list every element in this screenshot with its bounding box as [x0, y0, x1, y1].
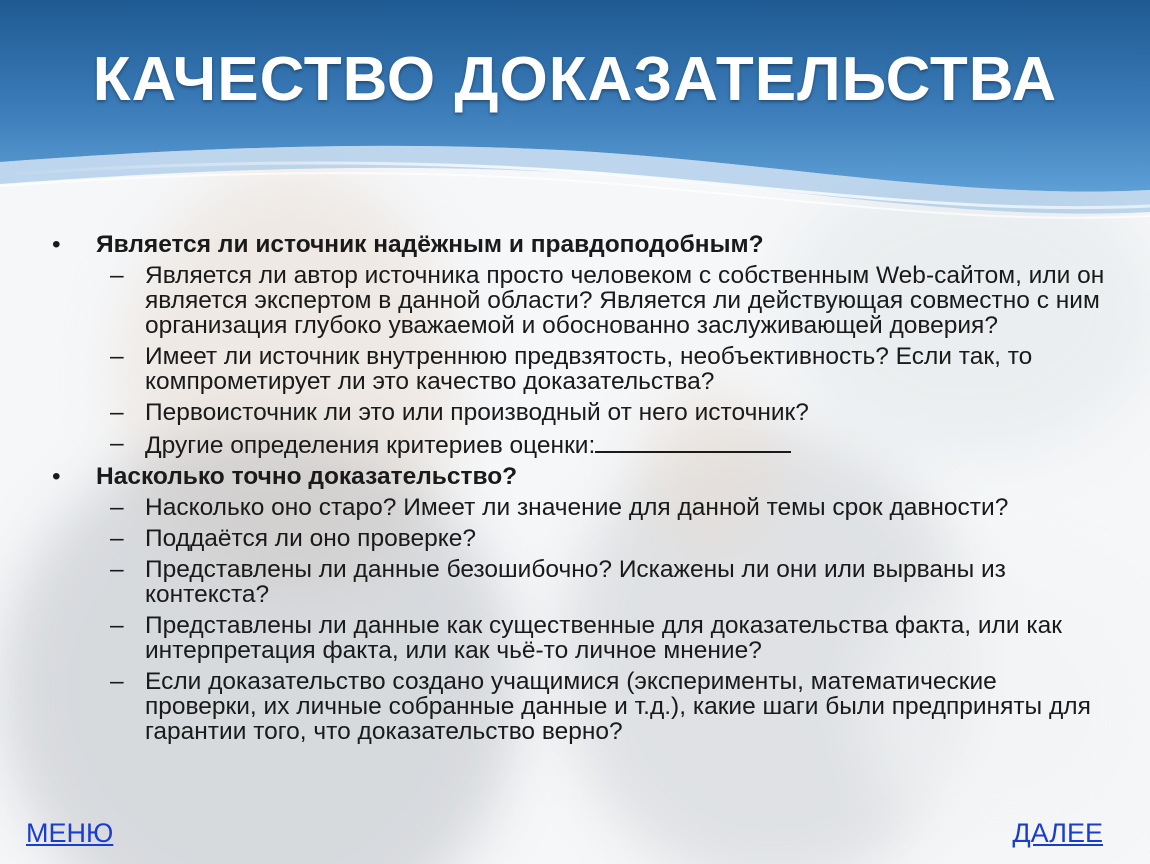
sub-item — [52, 669, 1112, 744]
slide-title: КАЧЕСТВО ДОКАЗАТЕЛЬСТВА — [92, 45, 1058, 114]
sub-item-text: Представлены ли данные как существенные для доказательства факта, или как интерпретация факта, или как чьё-то личное мнение? — [145, 612, 1062, 664]
sub-item — [52, 495, 1112, 520]
bullet-icon: • — [52, 463, 61, 490]
sub-item-text: Представлены ли данные безошибочно? Искажены ли они или вырваны из контекста? — [145, 556, 1006, 608]
bullet-item — [52, 232, 1112, 257]
sub-item — [52, 431, 1112, 458]
dash-icon: – — [110, 343, 124, 370]
bullet-text: Является ли источник надёжным и правдоподобным? — [96, 231, 764, 258]
dash-icon: – — [110, 612, 124, 639]
next-link[interactable]: ДАЛЕЕ — [1012, 818, 1103, 848]
slide-content — [52, 232, 1112, 750]
fill-in-blank-line — [595, 431, 791, 453]
sub-item-text: Другие определения критериев оценки: — [145, 432, 596, 459]
header-wave-graphic — [0, 0, 1150, 240]
bullet-item — [52, 464, 1112, 489]
sub-item-text: Поддаётся ли оно проверке? — [145, 525, 476, 552]
bullet-icon: • — [52, 231, 61, 258]
dash-icon: – — [110, 556, 124, 583]
dash-icon: – — [110, 668, 124, 695]
sub-item — [52, 263, 1112, 338]
sub-item-text: Имеет ли источник внутреннюю предвзятость, необъективность? Если так, то компрометирует ли это качество доказательства? — [145, 343, 1033, 395]
sub-item-text: Первоисточник ли это или производный от него источник? — [145, 399, 809, 426]
dash-icon: – — [110, 399, 124, 426]
sub-item — [52, 344, 1112, 394]
menu-link[interactable]: МЕНЮ — [26, 818, 114, 848]
sub-item-text: Является ли автор источника просто человеком с собственным Web-сайтом, или он является экспертом в данной области? Является ли действующая совместно с ним организация глубоко уважаемой и обоснованно заслуживающей доверия? — [145, 262, 1105, 339]
sub-item-text: Если доказательство создано учащимися (эксперименты, математические проверки, их личные собранные данные и т.д.), какие шаги были предприняты для гарантии того, что доказательство верно? — [145, 668, 1091, 745]
dash-icon: – — [110, 262, 124, 289]
dash-icon: – — [110, 494, 124, 521]
bullet-text: Насколько точно доказательство? — [96, 463, 518, 490]
sub-item-text: Насколько оно старо? Имеет ли значение для данной темы срок давности? — [145, 494, 1009, 521]
dash-icon: – — [110, 525, 124, 552]
sub-item — [52, 526, 1112, 551]
sub-item — [52, 557, 1112, 607]
sub-item — [52, 400, 1112, 425]
sub-item — [52, 613, 1112, 663]
dash-icon: – — [110, 430, 124, 457]
header-banner — [0, 0, 1150, 240]
